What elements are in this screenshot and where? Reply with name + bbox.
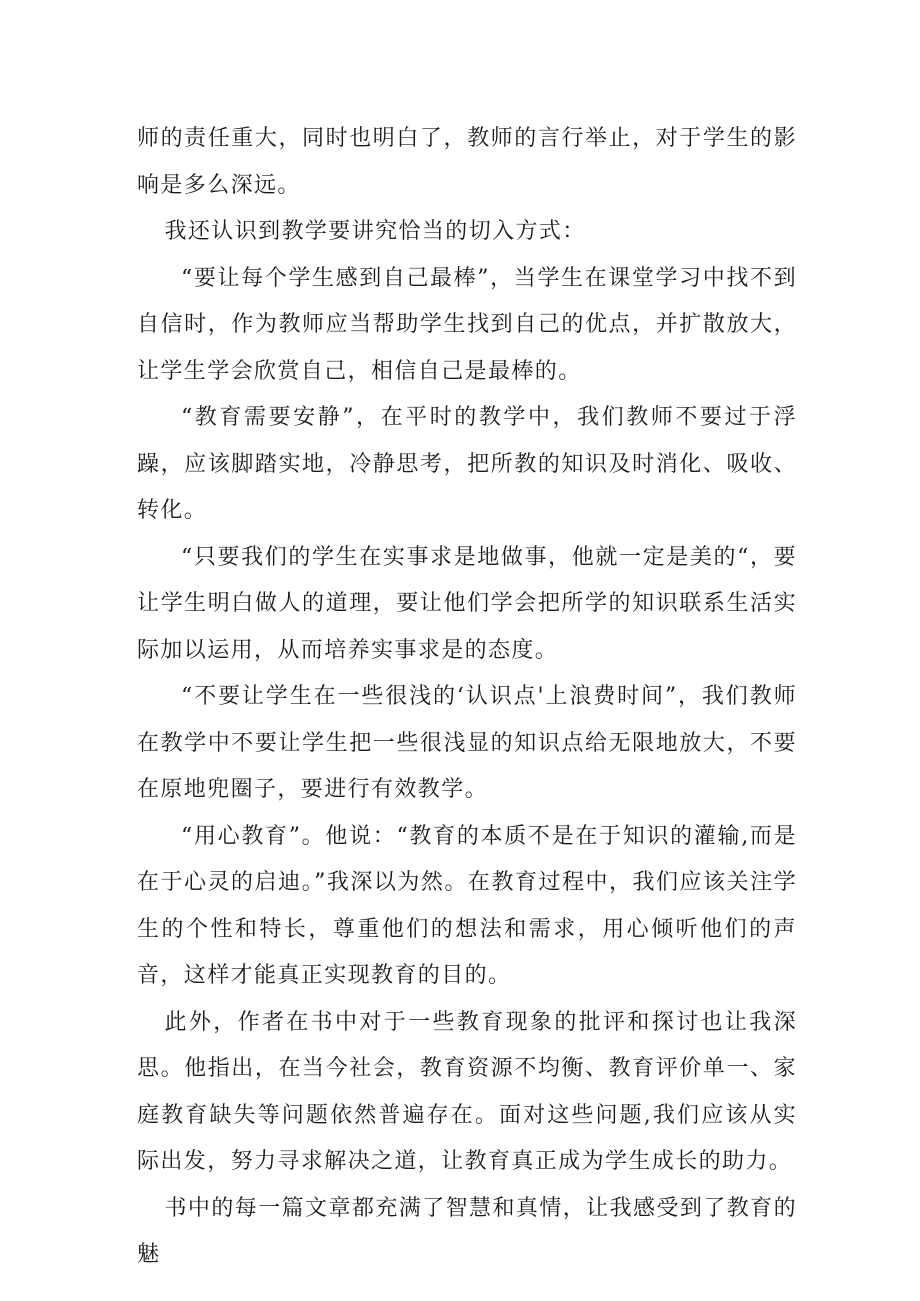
- paragraph-criticism: 此外，作者在书中对于一些教育现象的批评和探讨也让我深思。他指出，在当今社会，教育资源不均衡、教育评价单一、家庭教育缺失等问题依然普遍存在。面对这些问题,我们应该从实际出发，努力寻求解决之道，让教育真正成为学生成长的助力。: [137, 1009, 797, 1174]
- paragraph-truth-seeking: “只要我们的学生在实事求是地做事，他就一定是美的“，要让学生明白做人的道理，要让他们学会把所学的知识联系生活实际加以运用，从而培养实事求是的态度。: [137, 544, 797, 663]
- document-body: [137, 116, 797, 1279]
- paragraph-continuation: 师的责任重大，同时也明白了，教师的言行举止，对于学生的影响是多么深远。: [137, 126, 797, 198]
- paragraph-conclusion: 书中的每一篇文章都充满了智慧和真情，让我感受到了教育的魅: [137, 1195, 797, 1267]
- paragraph-best-student: “要让每个学生感到自己最棒”，当学生在课堂学习中找不到自信时，作为教师应当帮助学生找到自己的优点，并扩散放大，让学生学会欣赏自己，相信自己是最棒的。: [137, 265, 797, 384]
- paragraph-heart-education: “用心教育”。他说：“教育的本质不是在于知识的灌输,而是在于心灵的启迪。”我深以为然。在教育过程中，我们应该关注学生的个性和特长，尊重他们的想法和需求，用心倾听他们的声音，这样才能真正实现教育的目的。: [137, 823, 797, 988]
- paragraph-teaching-approach: 我还认识到教学要讲究恰当的切入方式：: [164, 219, 586, 244]
- paragraph-quiet-education: “教育需要安静”，在平时的教学中，我们教师不要过于浮躁，应该脚踏实地，冷静思考，把所教的知识及时消化、吸收、转化。: [137, 405, 797, 523]
- paragraph-knowledge-points: “不要让学生在一些很浅的‘认识点'上浪费时间”，我们教师在教学中不要让学生把一些很浅显的知识点给无限地放大，不要在原地兜圈子，要进行有效教学。: [137, 684, 797, 802]
